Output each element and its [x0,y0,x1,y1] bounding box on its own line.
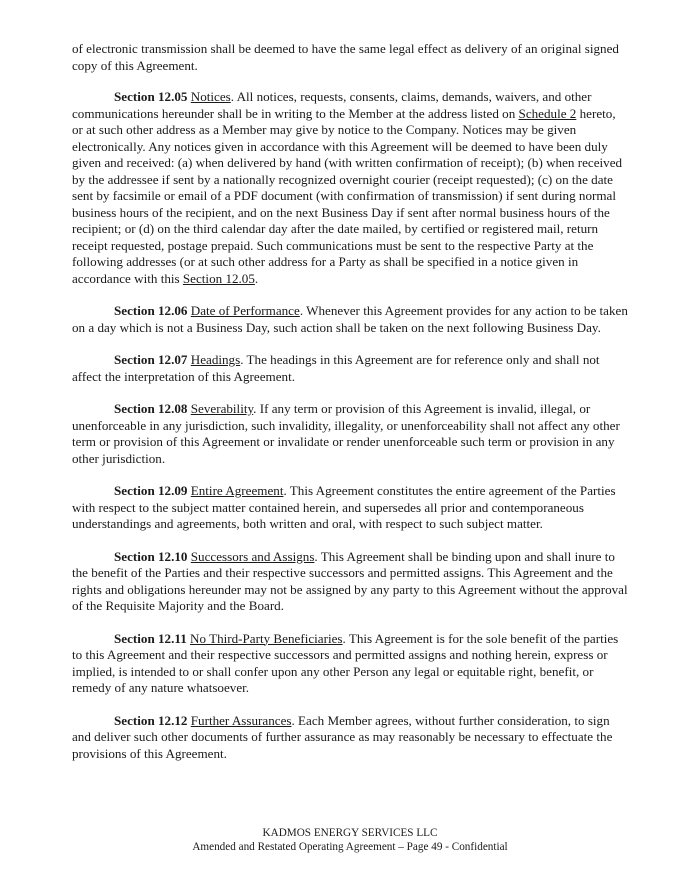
section-title: No Third-Party Beneficiaries [190,630,343,646]
section-text: . [254,270,259,286]
section-number: Section 12.12 [114,712,188,728]
section-text: . The headings in this Agreement are for reference only and shall not affect the interpretation of this Agreement. [72,352,600,384]
section-text: . This Agreement shall be binding upon and shall inure to the benefit of the Parties and their respective successors and permitted assigns. This Agreement and the rights and obligations hereunder may not be assigned by any party to this Agreement without the approval of the Requisite Majority and the Board. [72,548,628,613]
document-body [72,41,628,778]
section-number: Section 12.10 [114,548,188,564]
sections-list [72,89,628,762]
section-paragraph [72,483,628,533]
footer-page-info: Amended and Restated Operating Agreement – Page 49 - Confidential [192,841,508,853]
intro-paragraph: of electronic transmission shall be deemed to have the same legal effect as delivery of an original signed copy of this Agreement. [72,41,619,73]
section-title: Successors and Assigns [190,548,315,564]
footer-company: KADMOS ENERGY SERVICES LLC [262,827,438,839]
section-title: Entire Agreement [190,483,284,498]
section-title: Date of Performance [190,303,300,318]
section-text: . Whenever this Agreement provides for any action to be taken on a day which is not a Business Day, such action shall be taken on the next following Business Day. [72,303,628,335]
section-text: . If any term or provision of this Agreement is invalid, illegal, or unenforceable in any jurisdiction, such invalidity, illegality, or unenforceability shall not affect any other term or provision of this Agreement or invalidate or render unenforceable such term or provision in any other jurisdiction. [72,401,620,466]
section-number: Section 12.09 [114,483,188,498]
section-number: Section 12.11 [114,630,187,646]
section-text: . Each Member agrees, without further consideration, to sign and deliver such other documents of further assurance as may reasonably be necessary to effectuate the provisions of this Agreement. [72,712,613,761]
section-title: Further Assurances [190,712,292,728]
section-title: Notices [190,89,231,104]
section-text: hereto, or at such other address as a Member may give by notice to the Company. Notices may be given electronically. Any notices given in accordance with this Agreement will be deemed to have been duly given and received: (a) when delivered by hand (with written confirmation of receipt); (b) when received by the addressee if sent by a nationally recognized overnight courier (receipt requested); (c) on the date sent by facsimile or email of a PDF document (with confirmation of transmission) if sent during normal business hours of the recipient, and on the next Business Day if sent after normal business hours of the recipient; or (d) on the third calendar day after the date mailed, by certified or registered mail, return receipt requested, postage prepaid. Such communications must be sent to the respective Party at the following addresses (or at such other address for a Party as shall be specified in a notice given in accordance with this [72,105,623,286]
section-number: Section 12.07 [114,352,188,367]
section-number: Section 12.05 [114,89,188,104]
section-paragraph [72,89,628,287]
section-paragraph [72,303,628,336]
section-text: . This Agreement is for the sole benefit of the parties to this Agreement and their respective successors and permitted assigns and nothing herein, express or implied, is intended to or shall confer upon any other Person any legal or equitable right, benefit, or remedy of any nature whatsoever. [72,630,619,695]
section-paragraph [72,713,628,763]
section-title: Headings [190,352,241,367]
cross-reference: Schedule 2 [518,105,577,121]
section-paragraph [72,631,628,697]
section-text: . This Agreement constitutes the entire agreement of the Parties with respect to the subject matter contained herein, and supersedes all prior and contemporaneous understandings and agreements, both written and oral, with respect to such subject matter. [72,483,616,531]
page-footer [0,826,700,854]
section-text: . All notices, requests, consents, claims, demands, waivers, and other communications hereunder shall be in writing to the Member at the address listed on [72,89,592,121]
section-number: Section 12.06 [114,303,188,318]
section-number: Section 12.08 [114,401,188,416]
section-paragraph [72,549,628,615]
section-title: Severability [190,401,254,416]
section-paragraph [72,352,628,385]
section-paragraph [72,401,628,467]
cross-reference: Section 12.05 [182,270,255,286]
